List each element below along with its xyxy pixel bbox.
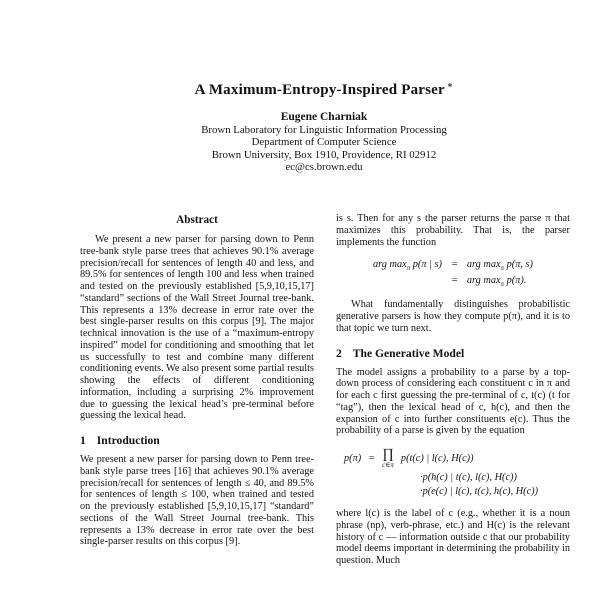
equation-argmax-lhs	[373, 259, 442, 272]
parse-prob-equals: =	[368, 453, 376, 465]
argmax-lhs-rest: p(π | s)	[410, 259, 442, 271]
equation-argmax-lhs-blank	[373, 275, 442, 288]
equation-parse-probability-row-1	[344, 448, 570, 469]
author-email: ec@cs.brown.edu	[285, 160, 363, 173]
product-symbol: ∏	[382, 447, 394, 463]
section-1-number: 1	[80, 434, 86, 447]
parse-prob-term-3: ·p(e(c) | l(c), t(c), h(c), H(c))	[420, 486, 539, 498]
right-paragraph-history: where l(c) is the label of c (e.g., whether it is a noun phrase (np), verb-phrase, etc.) and H(c) is the relevant history of c — information outside c that our probability model deems important in determining the probability in question. Much	[336, 508, 570, 567]
parse-prob-term-1: p(t(c) | l(c), H(c))	[400, 453, 474, 465]
argmax-rhs1-subscript: π	[500, 264, 505, 273]
paper-title	[78, 80, 570, 99]
parse-prob-term-2: ·p(h(c) | t(c), l(c), H(c))	[420, 472, 517, 484]
title-footnote-marker: ∗	[446, 80, 454, 90]
affiliation-line-department: Department of Computer Science	[251, 136, 397, 149]
affiliation-line-university: Brown University, Box 1910, Providence, RI 02912	[211, 148, 437, 161]
paper-title-text: A Maximum-Entropy-Inspired Parser	[194, 82, 445, 98]
affiliation-line-lab: Brown Laboratory for Linguistic Information Processing	[201, 124, 447, 136]
section-2-title: The Generative Model	[352, 346, 465, 360]
abstract-text: We present a new parser for parsing down to Penn tree-bank style parse trees that achieves 90.1% average precision/recall for sentences of length 40 and less, and 89.5% for sentences of length 100 and less when trained and tested on the previously established [5,9,10,15,17] “standard” sections of the Wall Street Journal tree-bank. This represents a 13% decrease in error rate over the best single-parser results on this corpus [9]. The major technical innovation is the use of a “maximum-entropy inspired” model for conditioning and smoothing that let us successfully to test and combine many different conditioning events. We also present some partial results showing the effects of different conditioning information, including a surprising 2% improvement due to guessing the lexical head’s pre-terminal before guessing the lexical head.	[80, 234, 314, 422]
section-1-title: Introduction	[96, 434, 160, 447]
argmax-rhs1-main: arg max	[466, 259, 501, 271]
equation-argmax-rhs-2	[467, 275, 533, 288]
two-column-body	[80, 213, 570, 600]
argmax-rhs1-rest: p(π, s)	[504, 259, 533, 271]
product-subscript: c∈π	[382, 461, 394, 470]
abstract-heading: Abstract	[176, 214, 218, 226]
argmax-lhs-main: arg max	[373, 259, 407, 271]
parse-prob-lhs: p(π)	[344, 453, 362, 465]
equation-argmax-equals-1: =	[450, 259, 458, 271]
section-2-number: 2	[336, 346, 342, 360]
section-2-heading	[336, 347, 570, 360]
equation-argmax-rhs-1	[467, 259, 533, 272]
generative-model-paragraph: The model assigns a probability to a parse by a top-down process of considering each constituent c in π and for each c first guessing the pre-terminal of c, t(c) (t for “tag”), then the lexical head of c, h(c), and then the expansion of c into further constituents e(c). Thus the probability of a parse is given by the equation	[336, 366, 570, 437]
argmax-rhs2-main: arg max	[466, 275, 501, 287]
equation-argmax-equals-2: =	[450, 275, 458, 287]
argmax-rhs2-subscript: π	[500, 280, 505, 289]
product-operator	[382, 448, 394, 469]
author-name: Eugene Charniak	[280, 111, 368, 123]
equation-argmax	[336, 259, 570, 288]
equation-parse-probability	[344, 448, 570, 497]
right-paragraph-parser-function: is s. Then for any s the parser returns the parse π that maximizes this probability. That is, the parser implements the function	[336, 213, 570, 248]
left-column	[80, 213, 314, 600]
introduction-paragraph: We present a new parser for parsing down to Penn tree-bank style parse trees [16] that achieves 90.1% average precision/recall for sentences of length ≤ 40, and 89.5% for sentences of length ≤ 100, when trained and tested on the previously established [5,9,10,15,17] “standard” sections of the Wall Street Journal tree-bank. This represents a 13% decrease in error rate over the best single-parser results on this corpus [9].	[80, 454, 314, 548]
argmax-rhs2-rest: p(π).	[504, 275, 527, 287]
argmax-lhs-subscript: π	[406, 264, 411, 273]
right-column	[336, 213, 570, 600]
right-paragraph-distinguishes: What fundamentally distinguishes probabilistic generative parsers is how they compute p(π), and it is to that topic we turn next.	[336, 299, 570, 334]
paper-header	[78, 80, 570, 173]
section-1-heading	[80, 434, 314, 447]
